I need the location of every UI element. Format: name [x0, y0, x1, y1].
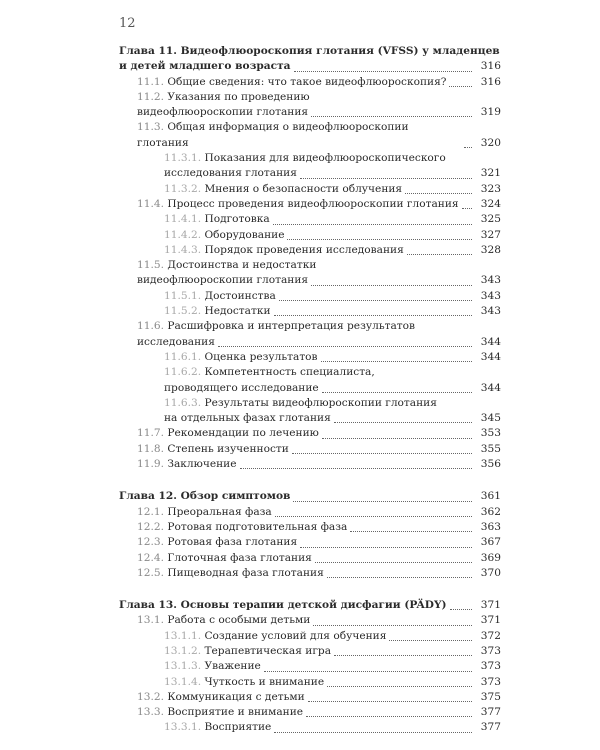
dot-leader [450, 599, 472, 611]
page-ref: 327 [480, 228, 501, 241]
section-number: 12.4. [137, 551, 164, 564]
section-title: Общие сведения: что такое видеофлюороскопия? [167, 75, 447, 88]
section-label [137, 705, 303, 720]
toc-entry[interactable] [119, 520, 501, 535]
chapter-title-text: и детей младшего возраста [119, 60, 291, 73]
section-number: 13.3.1. [164, 721, 202, 734]
section-title: Заключение [167, 458, 237, 471]
dot-leader [218, 335, 472, 347]
section-number: 11.5.2. [164, 305, 202, 318]
section-title: Создание условий для обучения [204, 629, 387, 642]
dot-leader [293, 490, 472, 502]
page-ref: 345 [480, 412, 501, 425]
section-number: 11.5. [137, 259, 164, 272]
section-title: Оценка результатов [204, 350, 318, 363]
section-label [164, 228, 284, 243]
dot-leader [300, 167, 472, 179]
dot-leader [292, 442, 472, 454]
section-title: Глоточная фаза глотания [167, 551, 312, 564]
chapter-heading[interactable] [119, 489, 501, 504]
toc-entry-line [119, 258, 501, 273]
section-title: Расшифровка и интерпретация результатов [167, 320, 415, 333]
section-number: 11.6.2. [164, 366, 202, 379]
section-label [164, 182, 402, 197]
section-number: 13.1.4. [164, 675, 202, 688]
section-title: Терапевтическая игра [204, 644, 332, 657]
section-title: Подготовка [204, 213, 270, 226]
section-title: Общая информация о видеофлюороскопии глотания [137, 121, 409, 149]
dot-leader [279, 289, 472, 301]
section-number: 13.1.2. [164, 644, 202, 657]
section-number: 11.3.1. [164, 152, 202, 165]
section-title: Оборудование [204, 228, 285, 241]
toc-entry[interactable] [119, 535, 501, 550]
toc-entry-line [119, 212, 501, 227]
section-title: Порядок проведения исследования [204, 243, 404, 256]
section-number: 13.3. [137, 706, 164, 719]
section-title: видеофлюороскопии глотания [137, 274, 309, 287]
toc-entry[interactable] [119, 197, 501, 212]
section-label [137, 690, 305, 705]
section-title: Пищеводная фаза глотания [167, 566, 324, 579]
page-ref: 344 [480, 335, 501, 348]
page-ref: 316 [480, 60, 501, 73]
section-number: 11.4. [137, 197, 164, 210]
section-title: Ротовая фаза глотания [167, 536, 298, 549]
toc-entry[interactable] [119, 505, 501, 520]
page-ref: 371 [480, 599, 501, 612]
toc-entry-line [119, 659, 501, 674]
toc-entry-line [119, 304, 501, 319]
section-label [137, 520, 347, 535]
page-ref: 373 [480, 675, 501, 688]
toc-entry[interactable] [119, 396, 501, 427]
page-ref: 325 [480, 213, 501, 226]
toc-entry[interactable] [119, 90, 501, 121]
dot-leader [407, 244, 472, 256]
toc-chapter [119, 44, 501, 472]
dot-leader [321, 351, 472, 363]
toc-entry-line [119, 505, 501, 520]
section-label [137, 442, 289, 457]
toc-entry[interactable] [119, 644, 501, 659]
dot-leader [300, 536, 472, 548]
toc-entry-line [119, 381, 501, 396]
toc-entry[interactable] [119, 258, 501, 289]
page-ref: 328 [480, 243, 501, 256]
dot-leader [313, 614, 472, 626]
toc-entry[interactable] [119, 182, 501, 197]
section-title: Результаты видеофлюроскопии глотания [204, 396, 437, 409]
dot-leader [315, 551, 472, 563]
section-title: Процесс проведения видеофлюороскопии глотания [167, 197, 459, 210]
section-label [137, 75, 446, 90]
section-number: 11.1. [137, 75, 164, 88]
page-ref: 373 [480, 660, 501, 673]
toc-entry-line [119, 151, 501, 166]
dot-leader [306, 706, 472, 718]
section-label [137, 197, 459, 212]
section-label [137, 566, 324, 581]
dot-leader [322, 427, 472, 439]
section-title: исследования глотания [164, 167, 297, 180]
section-number: 11.5.1. [164, 289, 202, 302]
section-number: 11.7. [137, 427, 164, 440]
section-number: 13.1.1. [164, 629, 202, 642]
page-ref: 343 [480, 289, 501, 302]
toc-entry-line [119, 629, 501, 644]
section-number: 11.9. [137, 458, 164, 471]
toc-entry-line [119, 289, 501, 304]
section-number: 11.4.3. [164, 243, 202, 256]
page-ref: 361 [480, 490, 501, 503]
page-ref: 344 [480, 381, 501, 394]
dot-leader [311, 106, 472, 118]
dot-leader [327, 567, 472, 579]
toc-entry-line [119, 613, 501, 628]
toc-entry[interactable] [119, 350, 501, 365]
section-label [164, 720, 271, 735]
dot-leader [311, 274, 472, 286]
section-title: Степень изученности [167, 442, 289, 455]
section-number: 13.1.3. [164, 660, 202, 673]
toc-entry-line [119, 644, 501, 659]
page-ref: 343 [480, 305, 501, 318]
toc-entry-line [119, 705, 501, 720]
page-ref: 372 [480, 629, 501, 642]
dot-leader [273, 213, 472, 225]
toc-entry-line [119, 442, 501, 457]
dot-leader [322, 381, 472, 393]
toc-entry[interactable] [119, 551, 501, 566]
page-ref: 363 [480, 520, 501, 533]
toc-entry[interactable] [119, 675, 501, 690]
page-ref: 362 [480, 505, 501, 518]
dot-leader [294, 60, 472, 72]
section-title: Уважение [204, 660, 261, 673]
toc-entry-line [119, 675, 501, 690]
page-number: 12 [119, 16, 136, 31]
section-number: 11.6.3. [164, 396, 202, 409]
toc-entry-line [119, 411, 501, 426]
toc-entry-line [119, 396, 501, 411]
section-title: Ротовая подготовительная фаза [167, 520, 348, 533]
toc-entry[interactable] [119, 613, 501, 628]
toc-entry[interactable] [119, 720, 501, 735]
section-title: Указания по проведению [167, 90, 310, 103]
toc-entry-line [119, 197, 501, 212]
toc-entry[interactable] [119, 566, 501, 581]
section-number: 13.2. [137, 690, 164, 703]
section-title: Компетентность специалиста, [204, 366, 375, 379]
section-number: 13.1. [137, 614, 164, 627]
toc-entry-line [119, 90, 501, 105]
section-number: 12.2. [137, 520, 164, 533]
page-ref: 323 [480, 182, 501, 195]
section-label [137, 551, 312, 566]
section-number: 11.3. [137, 121, 164, 134]
toc-entry[interactable] [119, 319, 501, 350]
page-ref: 377 [480, 721, 501, 734]
table-of-contents [119, 44, 501, 736]
section-title: Достоинства и недостатки [167, 259, 317, 272]
section-number: 11.2. [137, 90, 164, 103]
section-label [164, 289, 276, 304]
toc-entry-line [119, 520, 501, 535]
dot-leader [274, 305, 472, 317]
section-title: Работа с особыми детьми [167, 614, 311, 627]
section-title: на отдельных фазах глотания [164, 412, 331, 425]
section-title: Недостатки [204, 305, 271, 318]
section-title: Рекомендации по лечению [167, 427, 319, 440]
toc-entry[interactable] [119, 426, 501, 441]
section-number: 11.6. [137, 320, 164, 333]
toc-entry[interactable] [119, 690, 501, 705]
dot-leader [462, 198, 472, 210]
toc-chapter [119, 598, 501, 736]
page-ref: 324 [480, 197, 501, 210]
section-label [137, 505, 272, 520]
toc-entry-line [119, 228, 501, 243]
dot-leader [274, 721, 472, 733]
toc-entry[interactable] [119, 629, 501, 644]
page-ref: 321 [480, 167, 501, 180]
dot-leader [287, 228, 472, 240]
toc-entry-line [119, 365, 501, 380]
chapter-title-text: Глава 12. Обзор симптомов [119, 490, 291, 503]
section-title: Мнения о безопасности облучения [204, 182, 403, 195]
dot-leader [308, 691, 472, 703]
dot-leader [405, 182, 472, 194]
page-ref: 316 [480, 75, 501, 88]
toc-entry[interactable] [119, 659, 501, 674]
section-number: 12.1. [137, 505, 164, 518]
toc-entry-line [119, 243, 501, 258]
page-ref: 373 [480, 644, 501, 657]
toc-entry[interactable] [119, 365, 501, 396]
chapter-title-line [119, 44, 501, 59]
section-number: 11.3.2. [164, 182, 202, 195]
page-ref: 371 [480, 614, 501, 627]
page-ref: 355 [480, 442, 501, 455]
section-title: Восприятие и внимание [167, 706, 304, 719]
toc-entry-line [119, 690, 501, 705]
page-ref: 377 [480, 706, 501, 719]
section-label [164, 629, 386, 644]
section-number: 11.8. [137, 442, 164, 455]
page-ref: 369 [480, 551, 501, 564]
page-ref: 370 [480, 566, 501, 579]
chapter-heading[interactable] [119, 598, 501, 613]
page-ref: 375 [480, 690, 501, 703]
page-ref: 320 [480, 136, 501, 149]
section-label [164, 304, 271, 319]
section-title: Показания для видеофлюороскопического [204, 152, 446, 165]
toc-entry-line [119, 166, 501, 181]
toc-entry-line [119, 720, 501, 735]
toc-entry[interactable] [119, 228, 501, 243]
toc-entry[interactable] [119, 457, 501, 472]
section-label [164, 212, 270, 227]
toc-entry[interactable] [119, 212, 501, 227]
toc-entry-line [119, 319, 501, 334]
toc-entry[interactable] [119, 120, 501, 151]
section-number: 11.4.2. [164, 228, 202, 241]
toc-entry[interactable] [119, 243, 501, 258]
dot-leader [449, 75, 472, 87]
toc-entry-line [119, 273, 501, 288]
section-title: проводящего исследование [164, 381, 319, 394]
section-label [137, 120, 461, 151]
dot-leader [334, 412, 472, 424]
dot-leader [464, 136, 472, 148]
dot-leader [334, 645, 472, 657]
toc-entry[interactable] [119, 289, 501, 304]
page-ref: 343 [480, 274, 501, 287]
toc-entry[interactable] [119, 304, 501, 319]
section-title: видеофлюороскопии глотания [137, 106, 309, 119]
section-number: 11.6.1. [164, 350, 202, 363]
toc-entry[interactable] [119, 151, 501, 182]
toc-entry-line [119, 120, 501, 151]
toc-chapter [119, 489, 501, 581]
page-ref: 353 [480, 427, 501, 440]
page-ref: 367 [480, 536, 501, 549]
toc-entry-line [119, 75, 501, 90]
dot-leader [275, 505, 472, 517]
dot-leader [350, 521, 472, 533]
toc-entry-line [119, 182, 501, 197]
toc-entry-line [119, 426, 501, 441]
section-number: 12.3. [137, 536, 164, 549]
dot-leader [264, 660, 472, 672]
section-label [164, 350, 318, 365]
section-title: исследования [137, 335, 215, 348]
section-label [137, 426, 319, 441]
toc-entry-line [119, 566, 501, 581]
toc-entry[interactable] [119, 75, 501, 90]
section-label [137, 535, 297, 550]
dot-leader [389, 629, 472, 641]
section-label [137, 457, 237, 472]
page-ref: 344 [480, 350, 501, 363]
page-ref: 356 [480, 458, 501, 471]
chapter-title-text: Глава 13. Основы терапии детской дисфагии (PÄDY) [119, 599, 447, 612]
section-title: Достоинства [204, 289, 276, 302]
toc-entry-line [119, 105, 501, 120]
toc-entry-line [119, 551, 501, 566]
toc-entry-line [119, 535, 501, 550]
page-ref: 319 [480, 106, 501, 119]
section-title: Коммуникация с детьми [167, 690, 305, 703]
section-label [164, 675, 324, 690]
dot-leader [240, 458, 473, 470]
toc-entry-line [119, 350, 501, 365]
toc-entry-line [119, 335, 501, 350]
section-number: 11.4.1. [164, 213, 202, 226]
section-title: Чуткость и внимание [204, 675, 325, 688]
section-title: Восприятие [204, 721, 272, 734]
chapter-heading[interactable] [119, 59, 501, 74]
section-number: 12.5. [137, 566, 164, 579]
dot-leader [327, 675, 472, 687]
section-label [164, 644, 331, 659]
section-title: Преоральная фаза [167, 505, 272, 518]
toc-entry[interactable] [119, 705, 501, 720]
toc-entry-line [119, 457, 501, 472]
chapter-title-text: Глава 11. Видеофлюороскопия глотания (VFSS) у младенцев [119, 45, 500, 57]
section-label [137, 613, 310, 628]
section-label [164, 659, 261, 674]
toc-entry[interactable] [119, 442, 501, 457]
section-label [164, 243, 404, 258]
